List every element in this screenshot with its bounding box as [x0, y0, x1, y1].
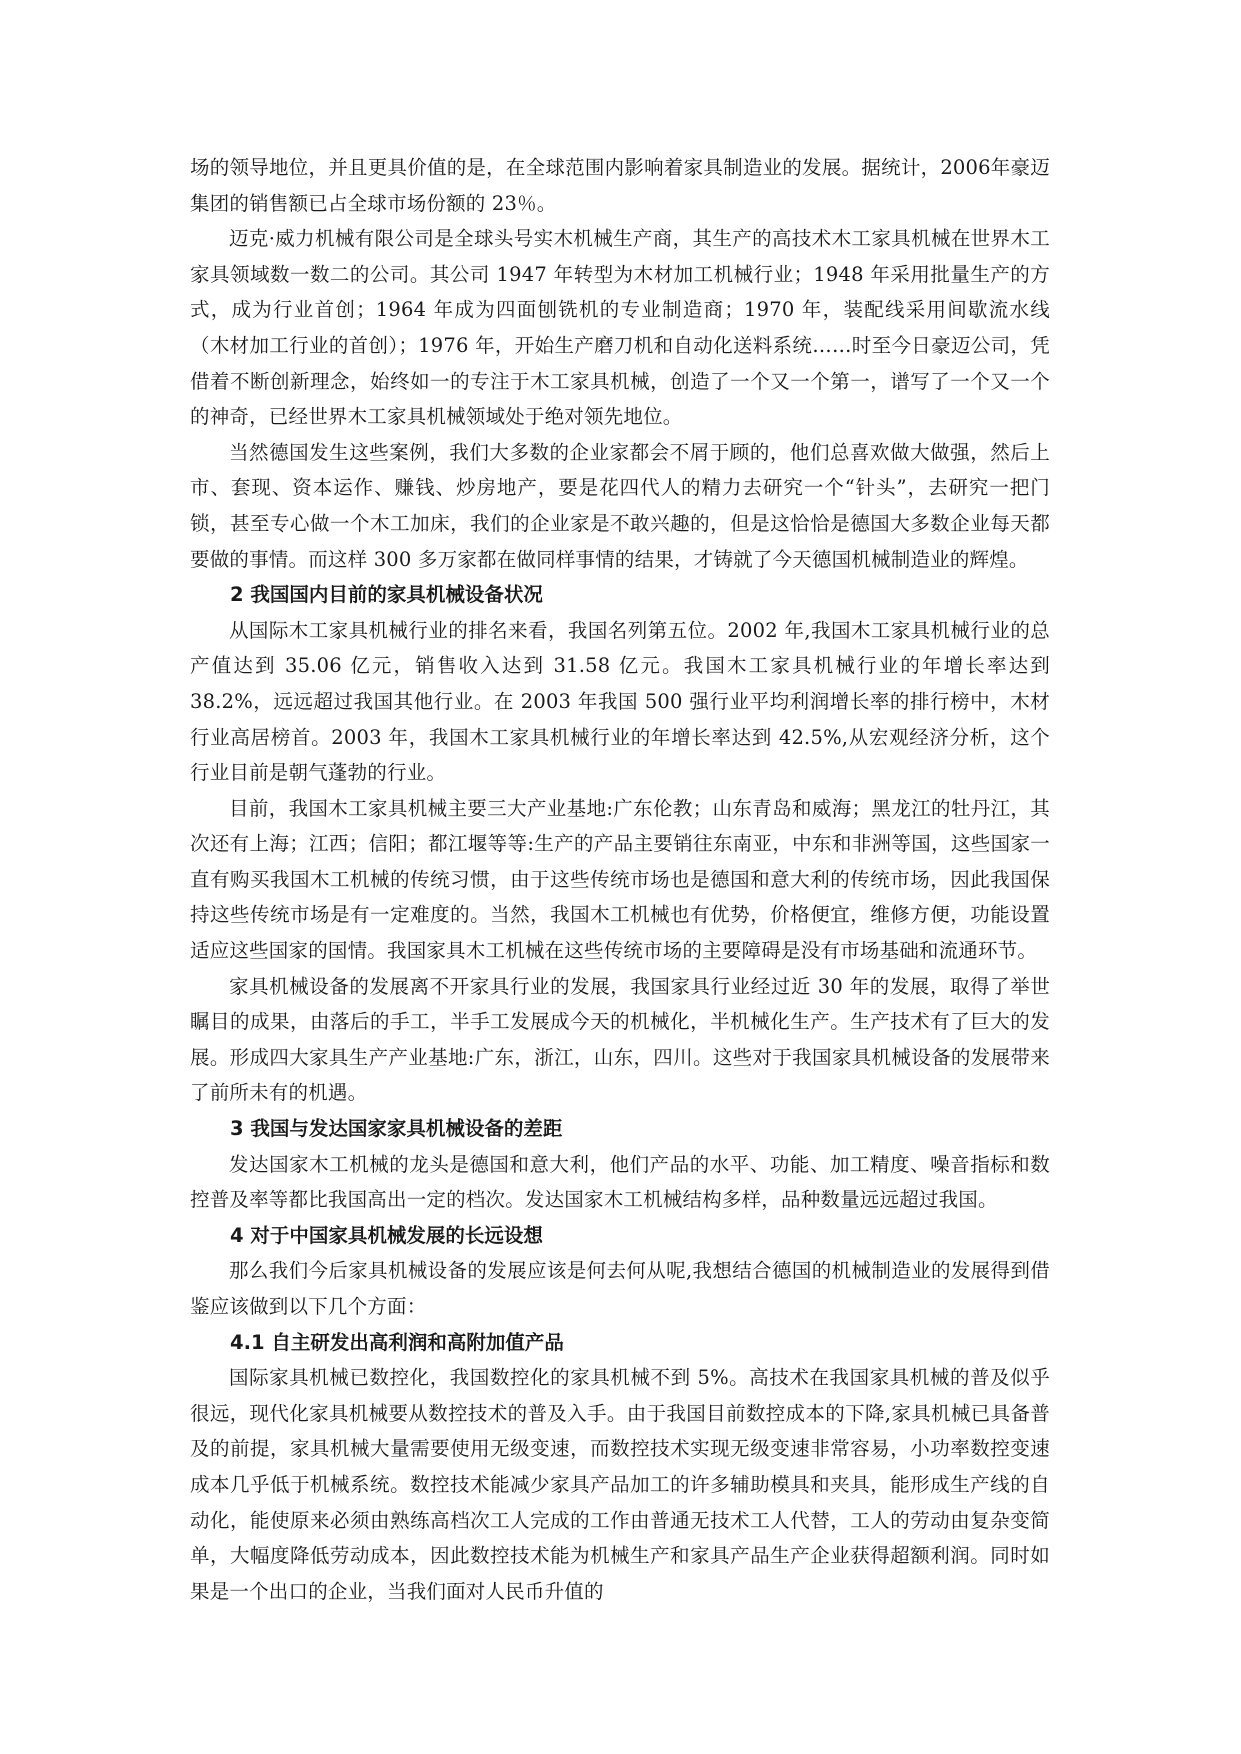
section-heading-3: 3 我国与发达国家家具机械设备的差距 [230, 1117, 563, 1141]
section-heading-2: 2 我国国内目前的家具机械设备状况 [230, 583, 543, 607]
section-heading-4-1: 4.1 自主研发出高利润和高附加值产品 [230, 1330, 564, 1354]
document-page [190, 150, 1050, 1609]
paragraph-cnc: 国际家具机械已数控化，我国数控化的家具机械不到 5%。高技术在我国家具机械的普及似乎很远，现代化家具机械要从数控技术的普及入手。由于我国目前数控成本的下降,家具机械已具备普及的前提，家具机械大量需要使用无级变速，而数控技术实现无级变速非常容易，小功率数控变速成本几乎低于机械系统。数控技术能减少家具产品加工的许多辅助模具和夹具，能形成生产线的自动化，能使原来必须由熟练高档次工人完成的工作由普通无技术工人代替，工人的劳动由复杂变简单，大幅度降低劳动成本，因此数控技术能为机械生产和家具产品生产企业获得超额利润。同时如果是一个出口的企业，当我们面对人民币升值的 [190, 1366, 1050, 1603]
paragraph-weinig-company: 迈克·威力机械有限公司是全球头号实木机械生产商，其生产的高技术木工家具机械在世界木工家具领域数一数二的公司。其公司 1947 年转型为木材加工机械行业；1948 年采用批量生产的方式，成为行业首创；1964 年成为四面刨铣机的专业制造商；1970 年，装配线采用间歇流水线（木材加工行业的首创）；1976 年，开始生产磨刀机和自动化送料系统……时至今日豪迈公司，凭借着不断创新理念，始终如一的专注于木工家具机械，创造了一个又一个第一，谱写了一个又一个的神奇，已经世界木工家具机械领域处于绝对领先地位。 [190, 227, 1050, 429]
paragraph-industry-bases: 目前，我国木工家具机械主要三大产业基地:广东伦教；山东青岛和威海；黑龙江的牡丹江，其次还有上海；江西；信阳；都江堰等等:生产的产品主要销往东南亚，中东和非洲等国，这些国家一直有购买我国木工机械的传统习惯，由于这些传统市场也是德国和意大利的传统市场，因此我国保持这些传统市场是有一定难度的。当然，我国木工机械也有优势，价格便宜，维修方便，功能设置适应这些国家的国情。我国家具木工机械在这些传统市场的主要障碍是没有市场基础和流通环节。 [190, 796, 1050, 963]
section-heading-4: 4 对于中国家具机械发展的长远设想 [230, 1223, 543, 1247]
paragraph-furniture-development: 家具机械设备的发展离不开家具行业的发展，我国家具行业经过近 30 年的发展，取得了举世瞩目的成果，由落后的手工，半手工发展成今天的机械化，半机械化生产。生产技术有了巨大的发展。形成四大家具生产产业基地:广东，浙江，山东，四川。这些对于我国家具机械设备的发展带来了前所未有的机遇。 [190, 974, 1050, 1105]
paragraph-future-intro: 那么我们今后家具机械设备的发展应该是何去何从呢,我想结合德国的机械制造业的发展得到借鉴应该做到以下几个方面： [190, 1259, 1050, 1318]
paragraph-german-cases: 当然德国发生这些案例，我们大多数的企业家都会不屑于顾的，他们总喜欢做大做强，然后上市、套现、资本运作、赚钱、炒房地产，要是花四代人的精力去研究一个“针头”，去研究一把门锁，甚至专心做一个木工加床，我们的企业家是不敢兴趣的，但是这恰恰是德国大多数企业每天都要做的事情。而这样 300 多万家都在做同样事情的结果，才铸就了今天德国机械制造业的辉煌。 [190, 440, 1050, 571]
paragraph-market-share: 场的领导地位，并且更具价值的是，在全球范围内影响着家具制造业的发展。据统计，2006年豪迈集团的销售额已占全球市场份额的 23％。 [190, 156, 1050, 215]
paragraph-industry-ranking: 从国际木工家具机械行业的排名来看，我国名列第五位。2002 年,我国木工家具机械行业的总产值达到 35.06 亿元，销售收入达到 31.58 亿元。我国木工家具机械行业的年增长率达到 38.2%，远远超过我国其他行业。在 2003 年我国 500 强行业平均利润增长率的排行榜中，木材行业高居榜首。2003 年，我国木工家具机械行业的年增长率达到 42.5%,从宏观经济分析，这个行业目前是朝气蓬勃的行业。 [190, 618, 1050, 785]
paragraph-gap: 发达国家木工机械的龙头是德国和意大利，他们产品的水平、功能、加工精度、噪音指标和数控普及率等都比我国高出一定的档次。发达国家木工机械结构多样，品种数量远远超过我国。 [190, 1152, 1050, 1212]
